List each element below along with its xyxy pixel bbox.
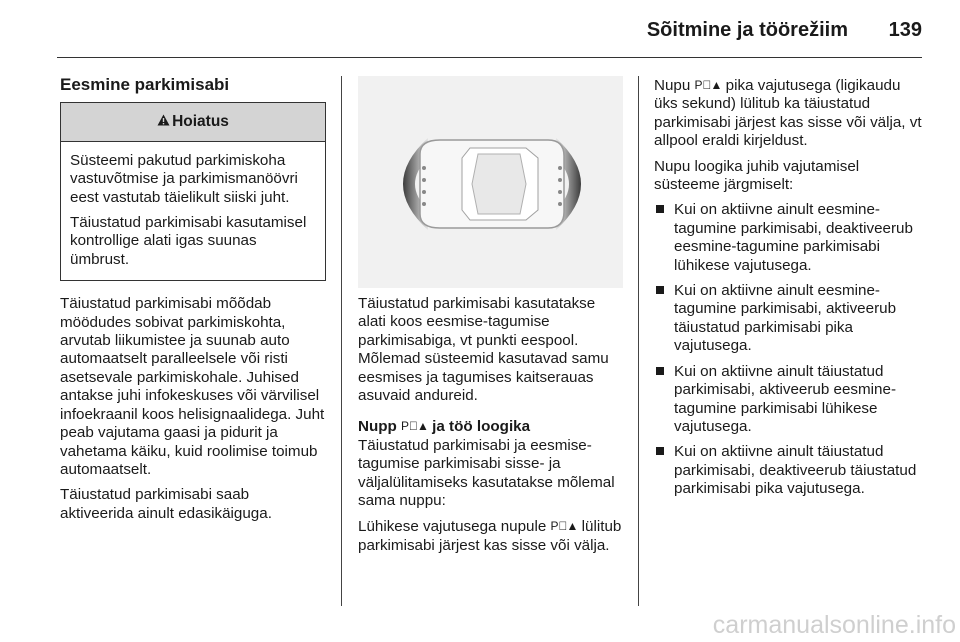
section-title: Eesmine parkimisabi	[60, 75, 230, 94]
list-item	[654, 282, 926, 356]
list-item-text: Kui on aktiivne ainult eesmine-tagumine parkimisabi, deaktiveerub eesmine-tagumine parkimisabi lühikese vajutusega.	[674, 201, 913, 274]
warning-header	[61, 103, 325, 141]
warning-paragraph: Süsteemi pakutud parkimiskoha vastuvõtmise ja parkimismanöövri eest vastutab täielikult siiski juht.	[70, 151, 298, 206]
text: pika vajutusega (ligikaudu üks sekund) lülitub ka täiustatud parkimisabi järjest kas sisse või välja, vt allpool eraldi kirjeldust.	[654, 77, 922, 150]
column-2	[358, 295, 624, 562]
body-paragraph: Täiustatud parkimisabi saab aktiveerida ainult edasikäiguga.	[60, 486, 272, 522]
heading-text: ja töö loogika	[432, 418, 531, 436]
body-paragraph	[654, 76, 926, 151]
page-number: 139	[888, 19, 922, 41]
watermark: carmanualsonline.info	[712, 611, 956, 639]
body-paragraph: Nupu loogika juhib vajutamisel süsteeme järgmiselt:	[654, 157, 860, 194]
list-item	[654, 363, 926, 437]
text: Nupu	[654, 77, 691, 94]
warning-triangle-icon	[157, 113, 170, 131]
square-bullet-icon	[656, 447, 664, 455]
page-title: Sõitmine ja töörežiim	[646, 19, 848, 41]
list-item-text: Kui on aktiivne ainult täiustatud parkimisabi, aktiveerub eesmine-tagumine parkimisabi lühikese vajutusega.	[674, 362, 896, 435]
column-1	[60, 76, 326, 530]
warning-box	[60, 102, 326, 281]
warning-paragraph: Täiustatud parkimisabi kasutamisel kontrollige alati igas suunas ümbrust.	[70, 214, 307, 268]
body-paragraph	[358, 517, 624, 555]
parking-button-icon: P⃣▲	[694, 78, 722, 92]
square-bullet-icon	[656, 286, 664, 294]
button-logic-heading	[358, 417, 624, 436]
list-item-text: Kui on aktiivne ainult täiustatud parkimisabi, deaktiveerub täiustatud parkimisabi pika vajutusega.	[674, 443, 917, 498]
header-rule	[57, 57, 922, 58]
car-top-view-icon	[358, 76, 623, 288]
warning-title: Hoiatus	[172, 113, 229, 131]
column-divider-right	[638, 76, 639, 606]
text: lülitub parkimisabi järjest kas sisse või välja.	[358, 518, 622, 554]
body-paragraph: Täiustatud parkimisabi kasutatakse alati koos eesmise-tagumise parkimisabiga, vt punkti eespool. Mõlemad süsteemid kasutavad samu eesmises ja tagumises kaitserauas asuvaid andureid.	[358, 295, 609, 405]
heading-text: Nupp	[358, 418, 397, 436]
square-bullet-icon	[656, 205, 664, 213]
text: Lühikese vajutusega nupule	[358, 518, 547, 536]
parking-button-icon: P⃣▲	[550, 519, 578, 534]
body-paragraph: Täiustatud parkimisabi mõõdab möödudes sobivat parkimiskohta, arvutab liikumistee ja suunab auto automaatselt paralleelsele või risti asetsevale parkimiskohale. Juhised antakse juhi infokeskuses või värvilisel infoekraanil koos helisignaalidega. Juht peab vajutama gaasi ja pidurit ja vahetama käiku, kuid roolimise toimub automaatselt.	[60, 295, 325, 478]
square-bullet-icon	[656, 367, 664, 375]
parking-button-icon: P⃣▲	[401, 419, 428, 434]
column-divider-left	[341, 76, 342, 606]
column-3	[654, 76, 926, 506]
page-header	[0, 0, 960, 58]
list-item	[654, 443, 926, 498]
car-parking-sensors-illustration	[358, 76, 623, 288]
warning-body	[61, 142, 325, 280]
list-item	[654, 201, 926, 275]
body-paragraph: Täiustatud parkimisabi ja eesmise-tagumise parkimisabi sisse- ja väljalülitamiseks kasutatakse mõlemal sama nuppu:	[358, 436, 615, 510]
list-item-text: Kui on aktiivne ainult eesmine-tagumine parkimisabi, aktiveerub täiustatud parkimisabi pika vajutusega.	[674, 282, 897, 355]
logic-list	[654, 201, 926, 498]
